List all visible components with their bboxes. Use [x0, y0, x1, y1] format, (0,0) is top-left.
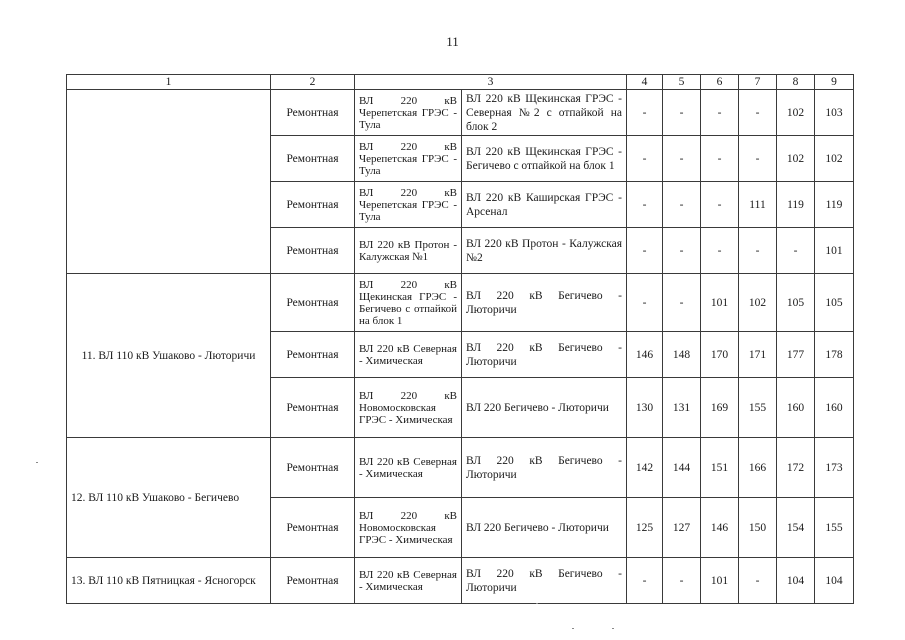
value-cell: 173: [815, 438, 854, 498]
column-header: 4: [627, 75, 663, 90]
value-cell: 170: [701, 332, 739, 378]
value-cell: -: [627, 228, 663, 274]
value-cell: 101: [701, 558, 739, 604]
mode-cell: Ремонтная: [271, 378, 355, 438]
column-header: 6: [701, 75, 739, 90]
value-cell: -: [627, 136, 663, 182]
disconnected-line-cell: ВЛ 220 Бегичево - Люторичи: [462, 378, 627, 438]
table-row: [67, 274, 854, 332]
value-cell: -: [627, 274, 663, 332]
value-cell: -: [739, 90, 777, 136]
value-cell: -: [663, 228, 701, 274]
column-header: 2: [271, 75, 355, 90]
repair-line-cell: ВЛ 220 кВ Северная - Химическая: [355, 438, 462, 498]
value-cell: 102: [815, 136, 854, 182]
value-cell: 148: [663, 332, 701, 378]
value-cell: 155: [739, 378, 777, 438]
value-cell: 105: [815, 274, 854, 332]
value-cell: 155: [815, 498, 854, 558]
disconnected-line-cell: ВЛ 220 кВ Каширская ГРЭС - Арсенал: [462, 182, 627, 228]
repair-line-cell: ВЛ 220 кВ Новомосковская ГРЭС - Химическая: [355, 378, 462, 438]
repair-line-cell: ВЛ 220 кВ Черепетская ГРЭС - Тула: [355, 90, 462, 136]
value-cell: 160: [777, 378, 815, 438]
value-cell: 102: [777, 136, 815, 182]
value-cell: -: [663, 274, 701, 332]
value-cell: 169: [701, 378, 739, 438]
value-cell: 102: [739, 274, 777, 332]
column-header: 8: [777, 75, 815, 90]
value-cell: -: [627, 90, 663, 136]
value-cell: 146: [701, 498, 739, 558]
value-cell: -: [627, 558, 663, 604]
disconnected-line-cell: ВЛ 220 кВ Бегичево - Люторичи: [462, 332, 627, 378]
mode-cell: Ремонтная: [271, 182, 355, 228]
value-cell: 119: [815, 182, 854, 228]
value-cell: 166: [739, 438, 777, 498]
value-cell: 150: [739, 498, 777, 558]
value-cell: 104: [815, 558, 854, 604]
value-cell: -: [627, 182, 663, 228]
value-cell: -: [777, 228, 815, 274]
repair-line-cell: ВЛ 220 кВ Северная - Химическая: [355, 558, 462, 604]
value-cell: 125: [627, 498, 663, 558]
repair-line-cell: ВЛ 220 кВ Протон - Калужская №1: [355, 228, 462, 274]
column-header: 3: [355, 75, 627, 90]
mode-cell: Ремонтная: [271, 228, 355, 274]
value-cell: -: [701, 182, 739, 228]
section-name-cell: [67, 90, 271, 274]
repair-line-cell: ВЛ 220 кВ Северная - Химическая: [355, 332, 462, 378]
value-cell: 151: [701, 438, 739, 498]
column-header: 1: [67, 75, 271, 90]
value-cell: 111: [739, 182, 777, 228]
mode-cell: Ремонтная: [271, 498, 355, 558]
table-row: [67, 90, 854, 136]
mode-cell: Ремонтная: [271, 136, 355, 182]
value-cell: 130: [627, 378, 663, 438]
value-cell: -: [663, 90, 701, 136]
mode-cell: Ремонтная: [271, 90, 355, 136]
value-cell: 105: [777, 274, 815, 332]
disconnected-line-cell: ВЛ 220 кВ Бегичево - Люторичи: [462, 438, 627, 498]
mode-cell: Ремонтная: [271, 332, 355, 378]
table-row: [67, 438, 854, 498]
value-cell: 142: [627, 438, 663, 498]
value-cell: 103: [815, 90, 854, 136]
value-cell: -: [739, 558, 777, 604]
value-cell: 160: [815, 378, 854, 438]
header-row: [67, 75, 854, 90]
value-cell: 102: [777, 90, 815, 136]
value-cell: 127: [663, 498, 701, 558]
disconnected-line-cell: ВЛ 220 кВ Щекинская ГРЭС - Северная №2 с отпайкой на блок 2: [462, 90, 627, 136]
value-cell: -: [739, 228, 777, 274]
section-name-cell: 11. ВЛ 110 кВ Ушаково - Люторичи: [67, 274, 271, 438]
disconnected-line-cell: ВЛ 220 кВ Бегичево - Люторичи: [462, 274, 627, 332]
value-cell: 178: [815, 332, 854, 378]
section-name-cell: 13. ВЛ 110 кВ Пятницкая - Ясногорск: [67, 558, 271, 604]
value-cell: -: [701, 136, 739, 182]
column-header: 9: [815, 75, 854, 90]
page-number: 11: [446, 34, 459, 49]
value-cell: -: [701, 228, 739, 274]
table-row: [67, 558, 854, 604]
repair-line-cell: ВЛ 220 кВ Черепетская ГРЭС - Тула: [355, 136, 462, 182]
disconnected-line-cell: ВЛ 220 кВ Щекинская ГРЭС - Бегичево с отпайкой на блок 1: [462, 136, 627, 182]
value-cell: -: [663, 182, 701, 228]
value-cell: 119: [777, 182, 815, 228]
value-cell: -: [701, 90, 739, 136]
value-cell: 101: [815, 228, 854, 274]
mode-cell: Ремонтная: [271, 558, 355, 604]
value-cell: 146: [627, 332, 663, 378]
value-cell: -: [663, 558, 701, 604]
value-cell: 177: [777, 332, 815, 378]
disconnected-line-cell: ВЛ 220 кВ Протон - Калужская №2: [462, 228, 627, 274]
value-cell: 144: [663, 438, 701, 498]
data-table: [66, 74, 854, 604]
value-cell: -: [663, 136, 701, 182]
value-cell: 101: [701, 274, 739, 332]
section-name-cell: 12. ВЛ 110 кВ Ушаково - Бегичево: [67, 438, 271, 558]
value-cell: 104: [777, 558, 815, 604]
mode-cell: Ремонтная: [271, 438, 355, 498]
repair-line-cell: ВЛ 220 кВ Новомосковская ГРЭС - Химическая: [355, 498, 462, 558]
value-cell: 131: [663, 378, 701, 438]
value-cell: 172: [777, 438, 815, 498]
column-header: 5: [663, 75, 701, 90]
repair-line-cell: ВЛ 220 кВ Щекинская ГРЭС - Бегичево с отпайкой на блок 1: [355, 274, 462, 332]
repair-line-cell: ВЛ 220 кВ Черепетская ГРЭС - Тула: [355, 182, 462, 228]
mode-cell: Ремонтная: [271, 274, 355, 332]
value-cell: 154: [777, 498, 815, 558]
value-cell: -: [739, 136, 777, 182]
disconnected-line-cell: ВЛ 220 кВ Бегичево - Люторичи: [462, 558, 627, 604]
value-cell: 171: [739, 332, 777, 378]
column-header: 7: [739, 75, 777, 90]
disconnected-line-cell: ВЛ 220 Бегичево - Люторичи: [462, 498, 627, 558]
